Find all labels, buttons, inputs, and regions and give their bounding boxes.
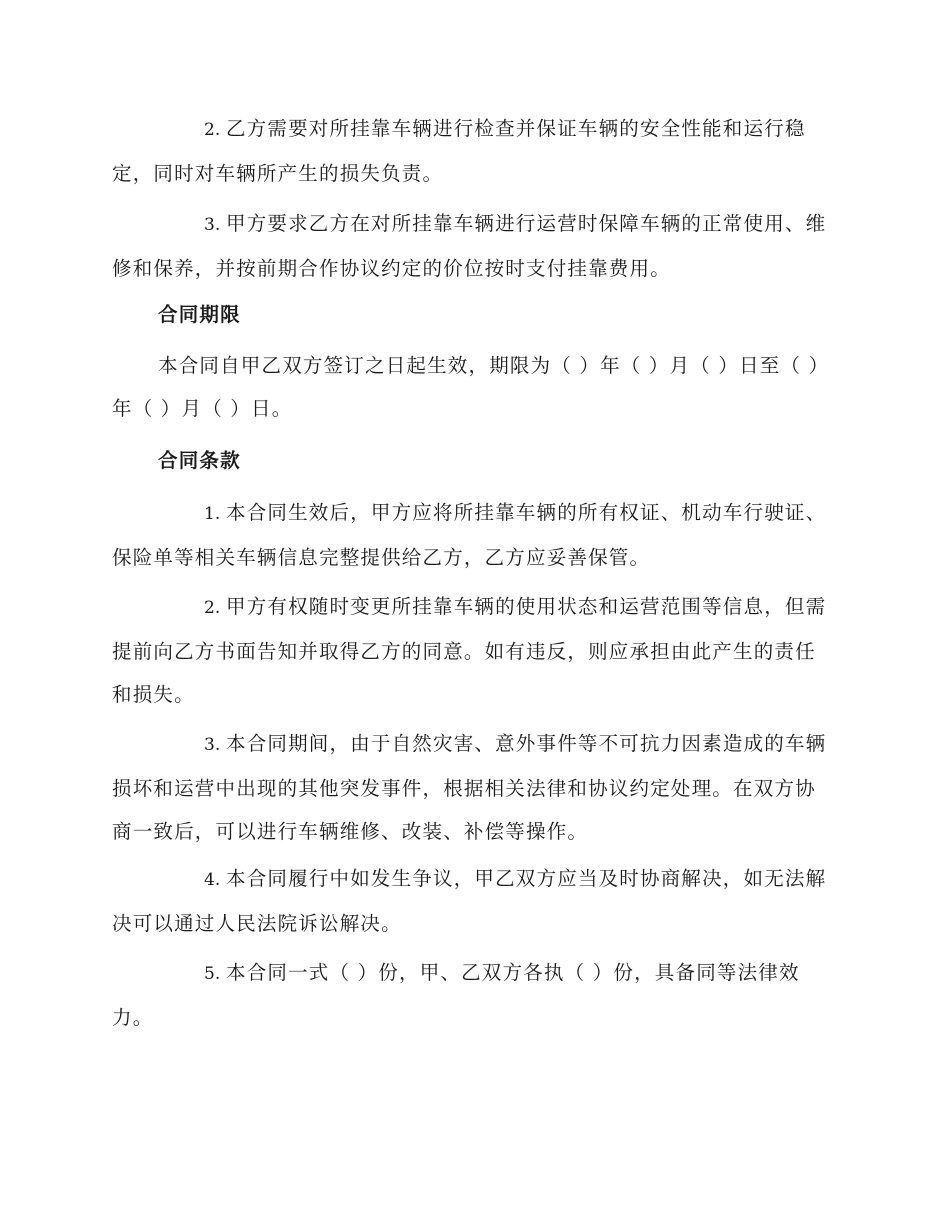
clause-obligation-2	[112, 107, 836, 195]
clause-text: 甲方有权随时变更所挂靠车辆的使用状态和运营范围等信息，但需提前向乙方书面告知并取得乙方的同意。如有违反，则应承担由此产生的责任和损失。	[112, 595, 827, 706]
clause-text: 本合同生效后，甲方应将所挂靠车辆的所有权证、机动车行驶证、保险单等相关车辆信息完整提供给乙方，乙方应妥善保管。	[112, 501, 827, 569]
clause-number: 3.	[204, 215, 221, 235]
clause-1	[112, 491, 836, 579]
clause-text: 乙方需要对所挂靠车辆进行检查并保证车辆的安全性能和运行稳定，同时对车辆所产生的损失负责。	[112, 117, 806, 185]
clause-number: 2.	[204, 598, 221, 618]
clause-3	[112, 722, 836, 853]
clause-2	[112, 585, 836, 716]
clause-text: 甲方要求乙方在对所挂靠车辆进行运营时保障车辆的正常使用、维修和保养，并按前期合作协议约定的价位按时支付挂靠费用。	[112, 212, 827, 280]
clause-number: 5.	[204, 964, 221, 984]
clause-number: 3.	[204, 735, 221, 755]
term-paragraph	[112, 344, 836, 430]
clause-4	[112, 857, 836, 945]
clause-text: 本合同履行中如发生争议，甲乙双方应当及时协商解决，如无法解决可以通过人民法院诉讼解决。	[112, 867, 827, 935]
clause-number: 1.	[204, 504, 221, 524]
section-heading-clauses: 合同条款	[158, 449, 241, 472]
term-text: 本合同自甲乙双方签订之日起生效，期限为（ ）年（ ）月（ ）日至（ ）年（ ）月（ ）日。	[112, 354, 830, 420]
section-heading-term: 合同期限	[158, 303, 241, 326]
clause-number: 2.	[204, 120, 221, 140]
clause-text: 本合同一式（ ）份，甲、乙双方各执（ ）份，具备同等法律效力。	[112, 961, 800, 1029]
clause-obligation-3	[112, 202, 836, 290]
clause-text: 本合同期间，由于自然灾害、意外事件等不可抗力因素造成的车辆损坏和运营中出现的其他突发事件，根据相关法律和协议约定处理。在双方协商一致后，可以进行车辆维修、改装、补偿等操作。	[112, 732, 827, 843]
clause-number: 4.	[204, 870, 221, 890]
clause-5	[112, 951, 836, 1039]
